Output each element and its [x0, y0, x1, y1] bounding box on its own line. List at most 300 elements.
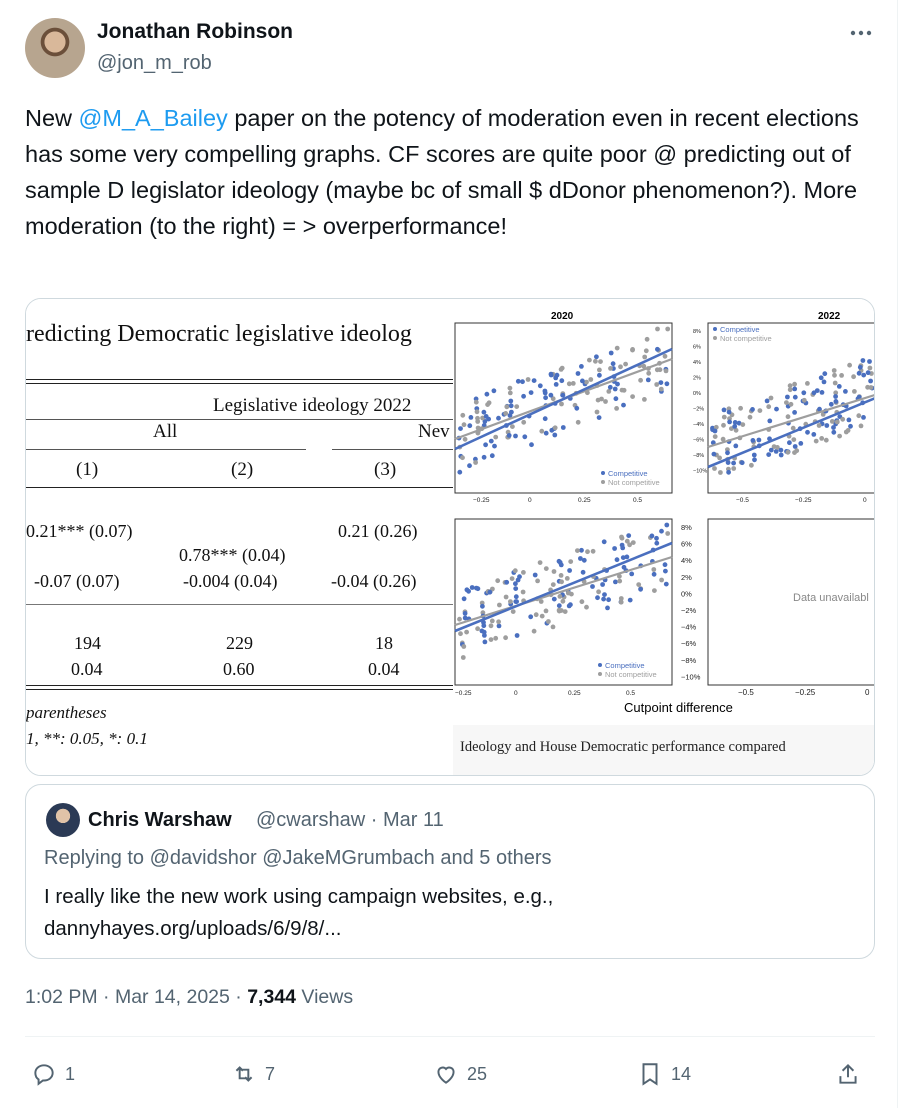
scatter-point	[517, 574, 522, 579]
bookmark-button[interactable]	[637, 1052, 691, 1096]
scatter-point	[503, 635, 508, 640]
scatter-point	[822, 371, 827, 376]
scatter-point	[629, 572, 634, 577]
scatter-point	[630, 348, 635, 353]
scatter-point	[475, 419, 480, 424]
scatter-point	[581, 570, 586, 575]
scatter-point	[551, 625, 556, 630]
scatter-point	[497, 624, 502, 629]
table-col: (3)	[374, 459, 397, 480]
scatter-point	[748, 415, 753, 420]
scatter-point	[814, 439, 819, 444]
scatter-point	[619, 600, 624, 605]
more-options-button[interactable]	[843, 18, 879, 48]
scatter-point	[558, 594, 563, 599]
scatter-point	[492, 444, 497, 449]
scatter-point	[565, 576, 570, 581]
x-tick: 0.5	[626, 690, 636, 697]
scatter-point	[593, 359, 598, 364]
table-cell: -0.004 (0.04)	[183, 571, 278, 591]
scatter-point	[475, 626, 480, 631]
reply-count: 1	[65, 1063, 76, 1084]
scatter-point	[779, 448, 784, 453]
legend-not-competitive: Not competitive	[605, 670, 657, 679]
share-button[interactable]	[835, 1052, 861, 1096]
table-r2: 0.04	[71, 659, 103, 679]
table-col: (1)	[76, 459, 99, 480]
scatter-point	[529, 390, 534, 395]
scatter-point	[567, 604, 572, 609]
table-r2: 0.60	[223, 659, 255, 679]
scatter-point	[460, 455, 465, 460]
scatter-point	[474, 400, 479, 405]
scatter-point	[574, 406, 579, 411]
scatter-point	[726, 460, 731, 465]
scatter-point	[602, 539, 607, 544]
scatter-point	[561, 425, 566, 430]
scatter-point	[622, 565, 627, 570]
y-tick: −4%	[681, 622, 697, 632]
scatter-point	[659, 387, 664, 392]
scatter-point	[615, 346, 620, 351]
reply-button[interactable]	[31, 1052, 75, 1096]
x-tick: −0.5	[738, 688, 754, 697]
author-name[interactable]: Jonathan Robinson	[97, 20, 293, 43]
scatter-point	[750, 407, 755, 412]
scatter-point	[504, 580, 509, 585]
scatter-point	[832, 373, 837, 378]
scatter-point	[544, 566, 549, 571]
scatter-point	[779, 453, 784, 458]
scatter-point	[467, 463, 472, 468]
scatter-point	[532, 629, 537, 634]
scatter-point	[561, 599, 566, 604]
scatter-point	[588, 377, 593, 382]
scatter-point	[603, 399, 608, 404]
share-icon	[835, 1061, 861, 1087]
scatter-point	[857, 371, 862, 376]
scatter-point	[493, 435, 498, 440]
scatter-point	[652, 572, 657, 577]
reply-users: @davidshor @JakeMGrumbach	[149, 847, 435, 869]
y-tick: 2%	[693, 375, 701, 382]
scatter-point	[507, 433, 512, 438]
reply-suffix: and 5 others	[434, 847, 552, 869]
scatter-point	[605, 606, 610, 611]
x-tick: 0	[514, 690, 518, 697]
scatter-point	[769, 448, 774, 453]
scatter-point	[654, 382, 659, 387]
scatter-point	[496, 416, 501, 421]
x-tick: 0	[865, 688, 870, 697]
scatter-point	[757, 438, 762, 443]
x-tick: −0.5	[736, 497, 749, 504]
timestamp[interactable]: 1:02 PM · Mar 14, 2025 ·	[25, 986, 248, 1008]
legend-competitive: Competitive	[720, 325, 760, 334]
scatter-point	[751, 438, 756, 443]
scatter-point	[793, 395, 798, 400]
scatter-point	[584, 605, 589, 610]
scatter-point	[559, 402, 564, 407]
scatter-point	[489, 439, 494, 444]
scatter-point	[513, 599, 518, 604]
table-cell: 0.21 (0.26)	[338, 521, 418, 541]
scatter-point	[819, 436, 824, 441]
x-tick: 0	[528, 497, 532, 504]
scatter-point	[801, 390, 806, 395]
scatter-point	[630, 394, 635, 399]
scatter-point	[587, 358, 592, 363]
scatter-point	[665, 531, 670, 536]
scatter-point	[731, 466, 736, 471]
scatter-point	[464, 630, 469, 635]
table-note: 1, **: 0.05, *: 0.1	[26, 729, 148, 748]
y-tick: −2%	[693, 406, 705, 413]
scatter-point	[861, 373, 866, 378]
reply-icon	[31, 1061, 57, 1087]
scatter-point	[493, 636, 498, 641]
scatter-point	[791, 437, 796, 442]
scatter-point	[467, 423, 472, 428]
scatter-point	[861, 415, 866, 420]
scatter-point	[766, 404, 771, 409]
scatter-point	[858, 365, 863, 370]
scatter-point	[802, 398, 807, 403]
scatter-point	[549, 393, 554, 398]
scatter-point	[626, 533, 631, 538]
tweet-media[interactable]	[25, 298, 875, 776]
scatter-point	[594, 354, 599, 359]
scatter-point	[613, 580, 618, 585]
scatter-point	[559, 378, 564, 383]
table-title: redicting Democratic legislative ideolog	[26, 321, 412, 347]
scatter-point	[856, 413, 861, 418]
scatter-point	[606, 597, 611, 602]
scatter-point	[620, 388, 625, 393]
scatter-point	[582, 558, 587, 563]
scatter-point	[504, 404, 509, 409]
scatter-point	[740, 460, 745, 465]
scatter-point	[553, 376, 558, 381]
tweet-text-part: New	[25, 105, 79, 131]
table-group-new: Nev	[418, 421, 450, 442]
tweet-text-part: paper on the potency of moderation even in recent elections has some very compelling graphs. CF scores are quite poor @ predicting out of sample D legislator ideology (maybe bc of small $ dDonor phenomenon?). More moderation (to the right) = > overperformance!	[25, 105, 859, 239]
scatter-point	[663, 562, 668, 567]
scatter-point	[822, 380, 827, 385]
scatter-point	[532, 378, 537, 383]
y-tick: 4%	[693, 360, 701, 366]
scatter-point	[483, 442, 488, 447]
scatter-point	[511, 609, 516, 614]
scatter-point	[563, 609, 568, 614]
scatter-point	[546, 619, 551, 624]
scatter-point	[618, 364, 623, 369]
scatter-point	[844, 430, 849, 435]
scatter-point	[833, 394, 838, 399]
scatter-point	[866, 370, 871, 375]
like-count: 25	[467, 1063, 488, 1084]
scatter-point	[609, 351, 614, 356]
scatter-point	[868, 366, 873, 371]
scatter-point	[642, 355, 647, 360]
scatter-point	[833, 381, 838, 386]
x-tick: −0.25	[455, 690, 472, 697]
scatter-point	[784, 400, 789, 405]
scatter-point	[712, 466, 717, 471]
scatter-point	[510, 424, 515, 429]
mention-link[interactable]: @M_A_Bailey	[78, 105, 228, 131]
scatter-point	[543, 391, 548, 396]
quoted-tweet[interactable]	[25, 784, 875, 959]
scatter-point	[869, 385, 874, 390]
scatter-point	[765, 399, 770, 404]
scatter-point	[554, 382, 559, 387]
scatter-point	[852, 389, 857, 394]
scatter-point	[612, 546, 617, 551]
scatter-point	[538, 560, 543, 565]
scatter-point	[508, 399, 513, 404]
scatter-point	[514, 404, 519, 409]
y-tick: 4%	[681, 556, 692, 566]
scatter-point	[638, 378, 643, 383]
scatter-point	[722, 408, 727, 413]
like-button[interactable]	[433, 1052, 487, 1096]
scatter-point	[713, 429, 718, 434]
scatter-point	[567, 568, 572, 573]
x-tick: 0.5	[633, 497, 643, 504]
scatter-point	[543, 395, 548, 400]
scatter-point	[557, 559, 562, 564]
scatter-point	[482, 455, 487, 460]
x-tick: −0.25	[795, 497, 812, 504]
quote-avatar	[46, 803, 80, 837]
scatter-point	[539, 599, 544, 604]
scatter-point	[568, 559, 573, 564]
scatter-point	[859, 424, 864, 429]
scatter-point	[567, 381, 572, 386]
scatter-point	[496, 619, 501, 624]
scatter-point	[495, 578, 500, 583]
scatter-point	[552, 569, 557, 574]
scatter-point	[655, 327, 660, 332]
scatter-point	[521, 590, 526, 595]
legend-competitive: Competitive	[605, 661, 645, 670]
scatter-point	[650, 534, 655, 539]
scatter-point	[798, 441, 803, 446]
scatter-point	[595, 410, 600, 415]
scatter-point	[481, 623, 486, 628]
scatter-point	[513, 434, 518, 439]
scatter-point	[549, 372, 554, 377]
scatter-point	[733, 420, 738, 425]
scatter-point	[631, 540, 636, 545]
tweet-meta	[25, 986, 353, 1009]
scatter-point	[805, 381, 810, 386]
scatter-point	[597, 415, 602, 420]
scatter-point	[463, 437, 468, 442]
scatter-point	[576, 371, 581, 376]
scatter-point	[614, 406, 619, 411]
scatter-point	[811, 432, 816, 437]
scatter-point	[654, 536, 659, 541]
scatter-point	[490, 453, 495, 458]
scatter-point	[758, 408, 763, 413]
scatter-point	[575, 548, 580, 553]
scatter-point	[654, 541, 659, 546]
scatter-point	[646, 378, 651, 383]
data-unavailable-label: Data unavailabl	[793, 592, 869, 604]
scatter-point	[476, 586, 481, 591]
scatter-point	[727, 410, 732, 415]
scatter-point	[510, 576, 515, 581]
scatter-point	[820, 390, 825, 395]
scatter-point	[839, 373, 844, 378]
scatter-point	[655, 367, 660, 372]
scatter-point	[652, 588, 657, 593]
scatter-point	[659, 578, 664, 583]
scatter-point	[663, 569, 668, 574]
scatter-point	[475, 409, 480, 414]
scatter-point	[868, 379, 873, 384]
bookmark-icon	[637, 1061, 663, 1087]
x-tick: −0.25	[473, 497, 490, 504]
scatter-point	[749, 463, 754, 468]
scatter-point	[847, 418, 852, 423]
scatter-point	[733, 444, 738, 449]
scatter-point	[551, 582, 556, 587]
views-count: 7,344	[247, 986, 296, 1008]
bookmark-count: 14	[671, 1063, 692, 1084]
scatter-point	[482, 633, 487, 638]
x-tick: 0	[863, 497, 867, 504]
scatter-point	[544, 609, 549, 614]
scatter-point	[721, 423, 726, 428]
scatter-point	[752, 457, 757, 462]
scatter-point	[645, 337, 650, 342]
scatter-point	[794, 448, 799, 453]
scatter-point	[534, 612, 539, 617]
scatter-point	[596, 589, 601, 594]
y-tick: 0%	[693, 391, 701, 397]
scatter-point	[559, 573, 564, 578]
scatter-point	[490, 619, 495, 624]
quote-author-name: Chris Warshaw	[88, 809, 232, 831]
y-tick: 8%	[693, 329, 701, 335]
scatter-point	[786, 414, 791, 419]
scatter-point	[521, 420, 526, 425]
y-tick: −10%	[681, 672, 701, 682]
author-handle[interactable]: @jon_m_rob	[97, 52, 212, 74]
scatter-point	[466, 589, 471, 594]
scatter-point	[489, 623, 494, 628]
scatter-point	[642, 397, 647, 402]
scatter-point	[462, 596, 467, 601]
scatter-point	[620, 543, 625, 548]
panel-title-2022: 2022	[818, 311, 841, 322]
scatter-point	[584, 380, 589, 385]
scatter-point	[726, 470, 731, 475]
scatter-point	[834, 399, 839, 404]
scatter-charts-image	[453, 299, 875, 776]
scatter-point	[727, 420, 732, 425]
y-tick: −6%	[681, 639, 697, 649]
scatter-point	[484, 414, 489, 419]
table-note: parentheses	[26, 703, 107, 722]
scatter-point	[580, 379, 585, 384]
scatter-point	[539, 429, 544, 434]
scatter-point	[767, 419, 772, 424]
scatter-point	[644, 348, 649, 353]
scatter-point	[819, 375, 824, 380]
scatter-point	[559, 579, 564, 584]
scatter-point	[457, 617, 462, 622]
y-tick: 6%	[693, 344, 701, 351]
author-avatar[interactable]	[25, 18, 85, 78]
quote-text: I really like the new work using campaign websites, e.g., dannyhayes.org/uploads/6/9/8/...	[44, 885, 554, 940]
scatter-point	[557, 608, 562, 613]
scatter-point	[461, 644, 466, 649]
y-tick: 8%	[681, 523, 692, 532]
y-tick: −8%	[693, 453, 705, 459]
scatter-point	[579, 548, 584, 553]
scatter-point	[665, 381, 670, 386]
more-icon	[849, 29, 873, 37]
scatter-point	[766, 452, 771, 457]
scatter-point	[774, 407, 779, 412]
y-tick: 2%	[681, 572, 692, 582]
scatter-point	[664, 582, 669, 587]
x-tick: 0.25	[568, 690, 581, 697]
scatter-point	[597, 373, 602, 378]
scatter-point	[591, 549, 596, 554]
scatter-point	[580, 599, 585, 604]
scatter-point	[831, 430, 836, 435]
scatter-point	[503, 411, 508, 416]
scatter-point	[731, 461, 736, 466]
scatter-point	[621, 403, 626, 408]
scatter-point	[793, 444, 798, 449]
scatter-point	[480, 604, 485, 609]
scatter-point	[504, 595, 509, 600]
y-tick: 0%	[681, 589, 692, 599]
y-tick: −6%	[693, 437, 705, 444]
scatter-point	[485, 392, 490, 397]
scatter-point	[848, 424, 853, 429]
table-header-main: Legislative ideology 2022	[213, 395, 412, 416]
scatter-point	[461, 655, 466, 660]
scatter-point	[585, 549, 590, 554]
scatter-point	[463, 611, 468, 616]
scatter-point	[608, 366, 613, 371]
scatter-point	[514, 594, 519, 599]
heart-icon	[433, 1061, 459, 1087]
regression-table-image	[26, 299, 453, 776]
y-tick: −2%	[681, 606, 697, 615]
scatter-point	[718, 470, 723, 475]
scatter-point	[712, 452, 717, 457]
action-bar	[25, 1052, 875, 1096]
scatter-point	[576, 420, 581, 425]
scatter-point	[552, 597, 557, 602]
scatter-point	[533, 573, 538, 578]
scatter-point	[621, 555, 626, 560]
scatter-point	[473, 460, 478, 465]
scatter-point	[460, 413, 465, 418]
chart-caption: Ideology and House Democratic performance compared	[460, 739, 786, 755]
repost-button[interactable]	[231, 1052, 275, 1096]
scatter-point	[614, 396, 619, 401]
x-axis-label: Cutpoint difference	[624, 700, 733, 715]
